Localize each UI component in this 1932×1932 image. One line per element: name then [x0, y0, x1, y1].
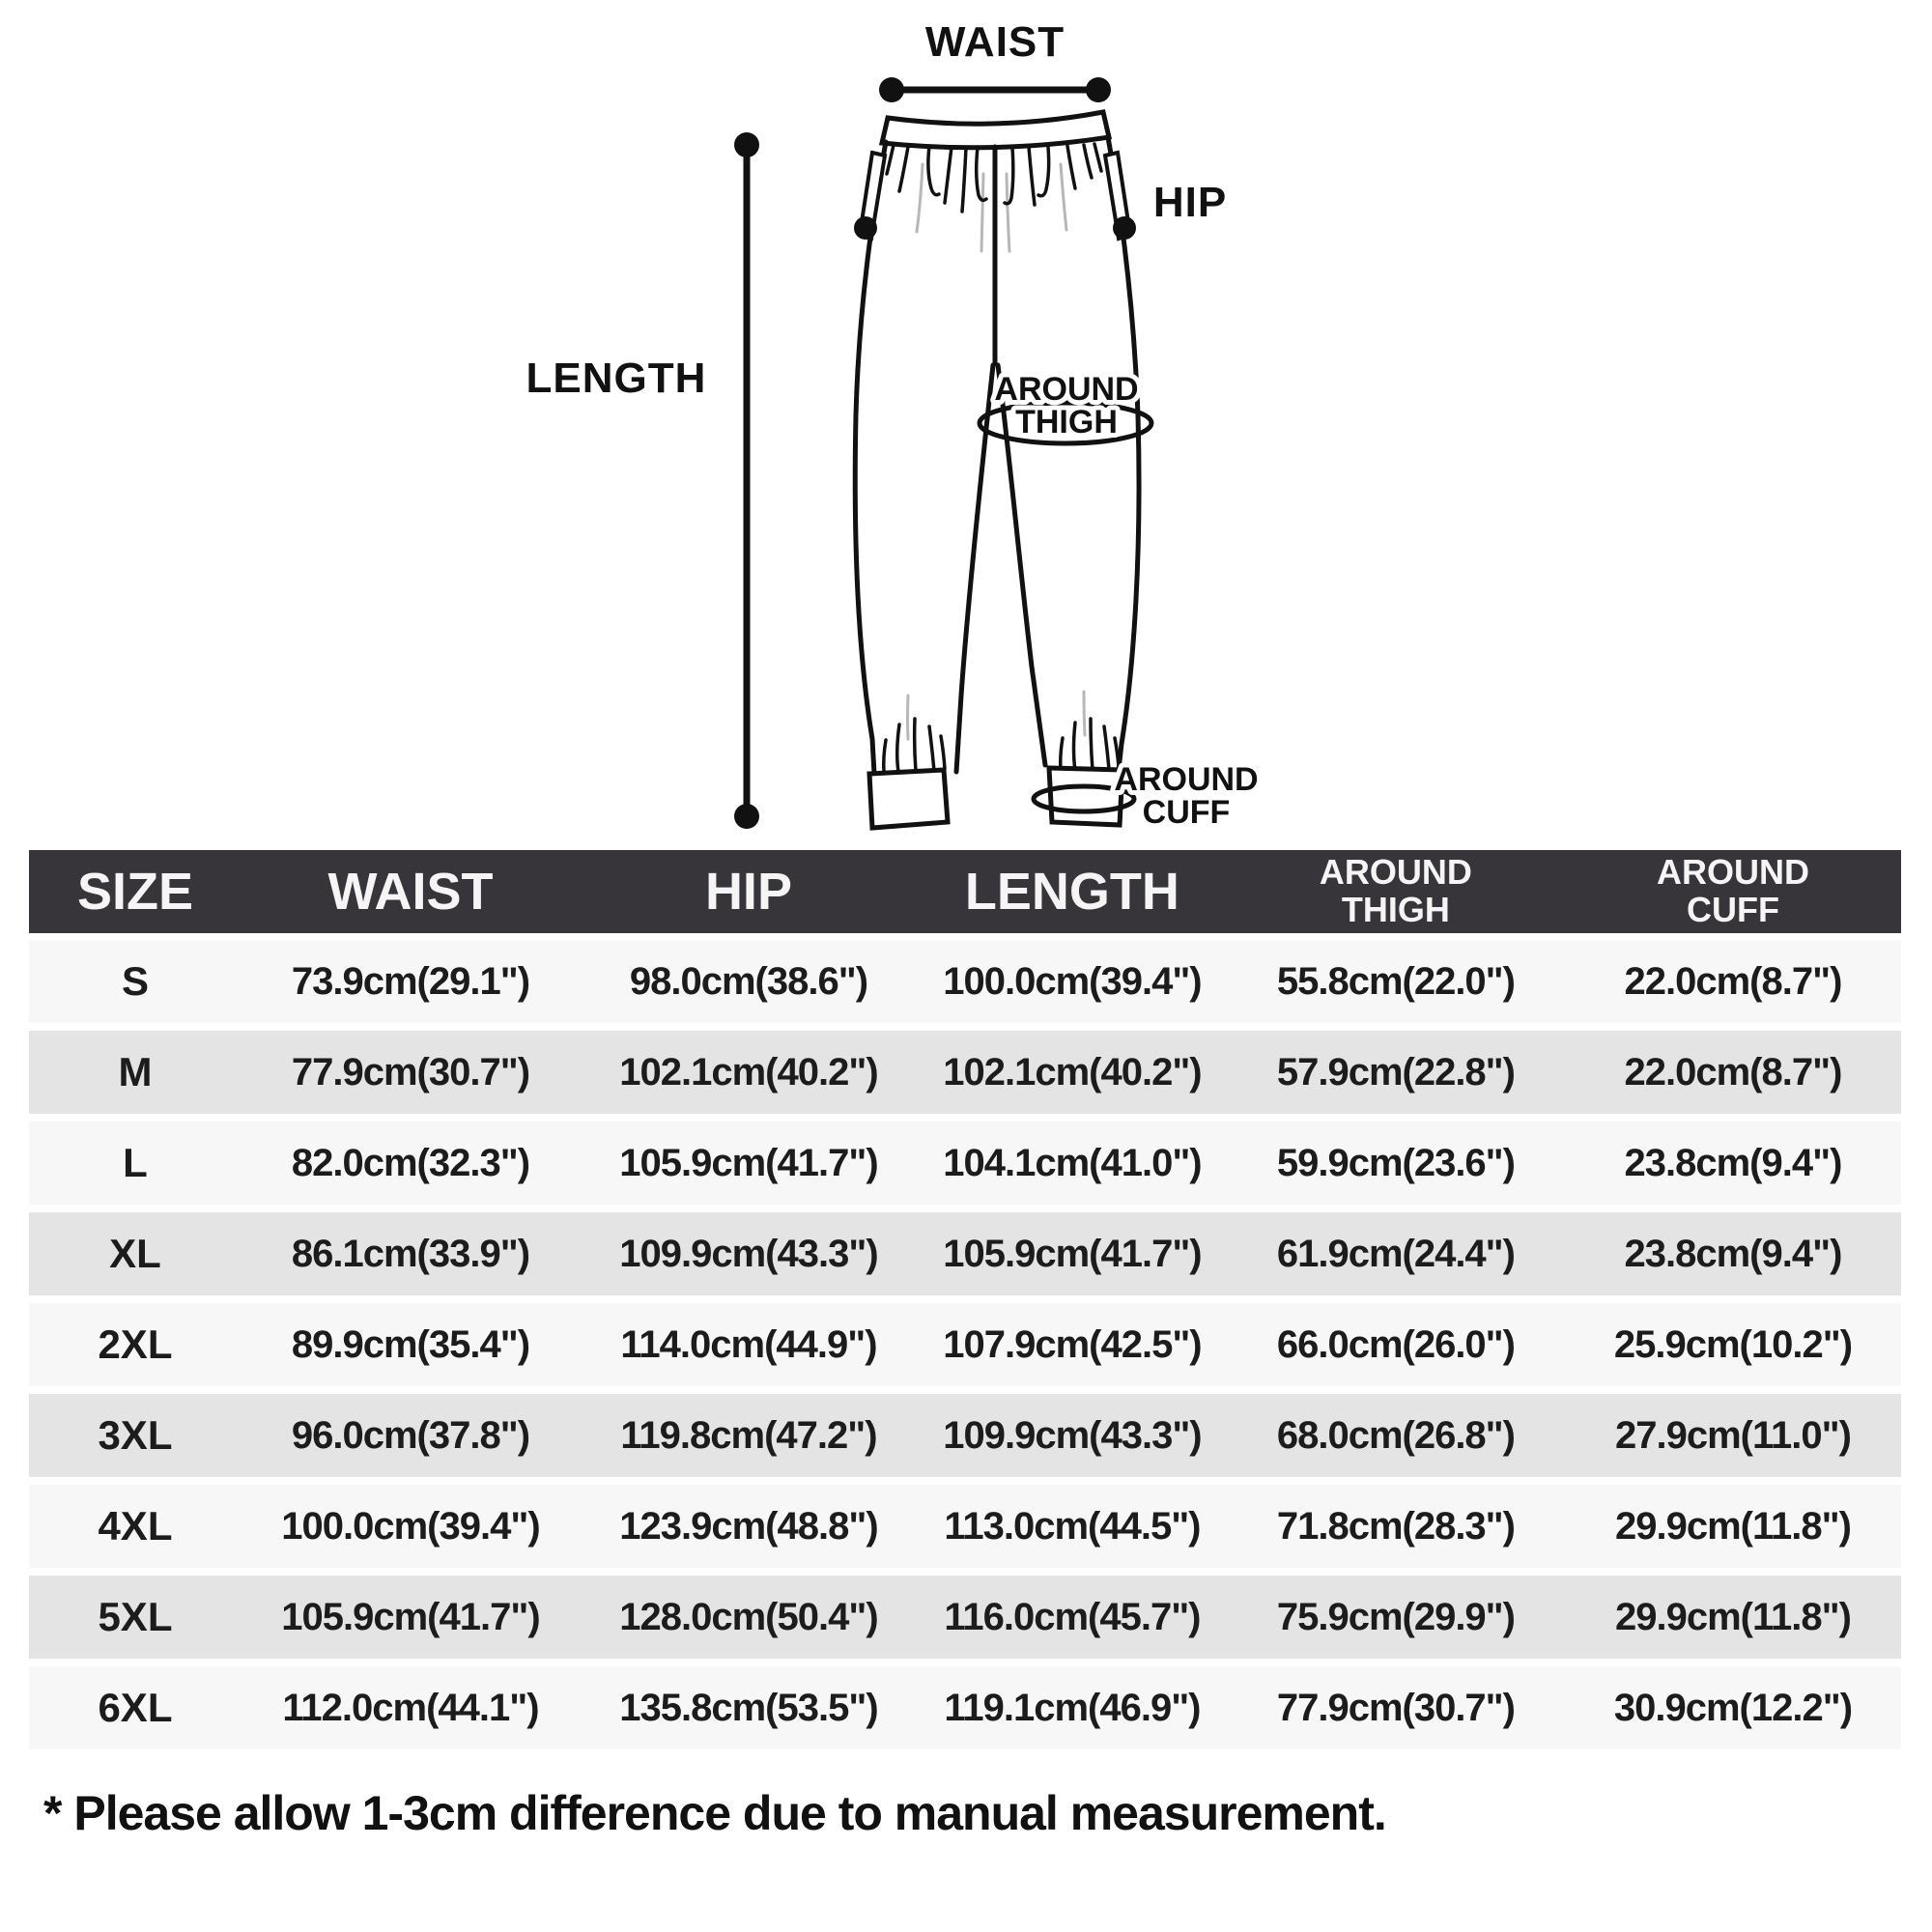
left-cuff	[869, 770, 948, 828]
cell-size: 2XL	[98, 1321, 173, 1367]
cell-size: S	[121, 958, 149, 1004]
measurement-footnote: * Please allow 1-3cm difference due to manual measurement.	[43, 1786, 1386, 1840]
left-leg-outline	[855, 142, 993, 774]
header-waist: WAIST	[327, 863, 494, 921]
cell-length: 107.9cm(42.5")	[943, 1322, 1202, 1366]
cell-hip: 98.0cm(38.6")	[629, 959, 868, 1003]
waistband	[882, 112, 1109, 148]
cell-length: 119.1cm(46.9")	[944, 1686, 1201, 1729]
cell-hip: 109.9cm(43.3")	[619, 1232, 878, 1275]
cell-size: L	[123, 1140, 148, 1185]
left-hip-dot	[854, 216, 877, 240]
right-cuff	[1049, 768, 1122, 825]
cell-around-cuff: 29.9cm(11.8")	[1614, 1504, 1851, 1548]
cell-waist: 73.9cm(29.1")	[291, 959, 530, 1003]
table-row-3xl	[29, 1394, 1901, 1477]
length-label: LENGTH	[526, 355, 707, 402]
cell-around-cuff: 27.9cm(11.0")	[1614, 1413, 1851, 1457]
cell-waist: 100.0cm(39.4")	[281, 1504, 540, 1548]
cell-around-thigh: 68.0cm(26.8")	[1276, 1413, 1515, 1457]
header-around-cuff: AROUND CUFF	[1656, 852, 1809, 929]
cell-waist: 96.0cm(37.8")	[291, 1413, 530, 1457]
cell-around-cuff: 22.0cm(8.7")	[1624, 959, 1842, 1003]
cell-around-thigh: 77.9cm(30.7")	[1276, 1686, 1515, 1729]
cell-waist: 82.0cm(32.3")	[291, 1141, 530, 1184]
cell-hip: 135.8cm(53.5")	[619, 1686, 878, 1729]
right-hip-dot	[1113, 216, 1136, 240]
pants-diagram	[0, 0, 1932, 869]
cell-length: 116.0cm(45.7")	[944, 1595, 1201, 1638]
cell-hip: 123.9cm(48.8")	[619, 1504, 878, 1548]
table-row-s	[29, 940, 1901, 1023]
header-length: LENGTH	[964, 863, 1179, 921]
cell-around-cuff: 25.9cm(10.2")	[1613, 1322, 1853, 1366]
cell-hip: 102.1cm(40.2")	[619, 1050, 878, 1094]
cell-around-thigh: 66.0cm(26.0")	[1276, 1322, 1515, 1366]
cell-size: M	[118, 1049, 153, 1094]
table-row-m	[29, 1031, 1901, 1114]
cell-around-cuff: 23.8cm(9.4")	[1624, 1232, 1842, 1275]
cell-around-thigh: 57.9cm(22.8")	[1276, 1050, 1515, 1094]
waist-measure-line	[879, 77, 1111, 102]
cell-hip: 105.9cm(41.7")	[619, 1141, 878, 1184]
cell-length: 100.0cm(39.4")	[943, 959, 1202, 1003]
cell-size: 5XL	[98, 1594, 173, 1639]
cell-around-cuff: 29.9cm(11.8")	[1614, 1595, 1851, 1638]
cell-length: 109.9cm(43.3")	[943, 1413, 1202, 1457]
cell-length: 102.1cm(40.2")	[943, 1050, 1202, 1094]
waist-label: WAIST	[924, 18, 1065, 66]
cell-around-thigh: 55.8cm(22.0")	[1276, 959, 1515, 1003]
table-row-xl	[29, 1212, 1901, 1295]
length-measure-line	[734, 132, 759, 829]
cell-waist: 105.9cm(41.7")	[281, 1595, 540, 1638]
cell-waist: 112.0cm(44.1")	[282, 1686, 539, 1729]
svg-text:THIGH: THIGH	[1015, 404, 1118, 440]
cell-around-thigh: 59.9cm(23.6")	[1276, 1141, 1515, 1184]
cell-length: 113.0cm(44.5")	[944, 1504, 1201, 1548]
header-hip: HIP	[704, 863, 792, 921]
svg-text:AROUND: AROUND	[1114, 761, 1259, 798]
header-around-thigh: AROUND THIGH	[1319, 852, 1472, 929]
table-row-4xl	[29, 1485, 1901, 1568]
header-size: SIZE	[76, 863, 193, 921]
cell-waist: 86.1cm(33.9")	[291, 1232, 530, 1275]
cell-waist: 77.9cm(30.7")	[291, 1050, 530, 1094]
cell-around-cuff: 30.9cm(12.2")	[1613, 1686, 1853, 1729]
cell-around-cuff: 22.0cm(8.7")	[1624, 1050, 1842, 1094]
cell-around-cuff: 23.8cm(9.4")	[1624, 1141, 1842, 1184]
table-row-6xl	[29, 1666, 1901, 1749]
size-table	[29, 850, 1901, 1757]
cell-around-thigh: 75.9cm(29.9")	[1276, 1595, 1515, 1638]
cell-hip: 128.0cm(50.4")	[619, 1595, 878, 1638]
hip-label: HIP	[1152, 179, 1228, 226]
table-row-l	[29, 1122, 1901, 1205]
around-cuff-label	[1114, 761, 1258, 831]
cell-length: 104.1cm(41.0")	[943, 1141, 1202, 1184]
cell-size: 4XL	[98, 1503, 173, 1548]
cell-hip: 114.0cm(44.9")	[620, 1322, 877, 1366]
table-row-2xl	[29, 1303, 1901, 1386]
cell-size: 3XL	[98, 1412, 173, 1458]
cell-waist: 89.9cm(35.4")	[291, 1322, 530, 1366]
around-thigh-label	[994, 371, 1138, 440]
svg-text:AROUND: AROUND	[994, 371, 1139, 408]
cell-around-thigh: 61.9cm(24.4")	[1276, 1232, 1515, 1275]
cell-size: 6XL	[98, 1685, 173, 1730]
cell-length: 105.9cm(41.7")	[943, 1232, 1202, 1275]
cell-around-thigh: 71.8cm(28.3")	[1276, 1504, 1515, 1548]
cell-size: XL	[109, 1231, 161, 1276]
cell-hip: 119.8cm(47.2")	[620, 1413, 877, 1457]
svg-text:CUFF: CUFF	[1142, 794, 1231, 831]
table-row-5xl	[29, 1576, 1901, 1659]
size-table-header	[29, 850, 1901, 933]
